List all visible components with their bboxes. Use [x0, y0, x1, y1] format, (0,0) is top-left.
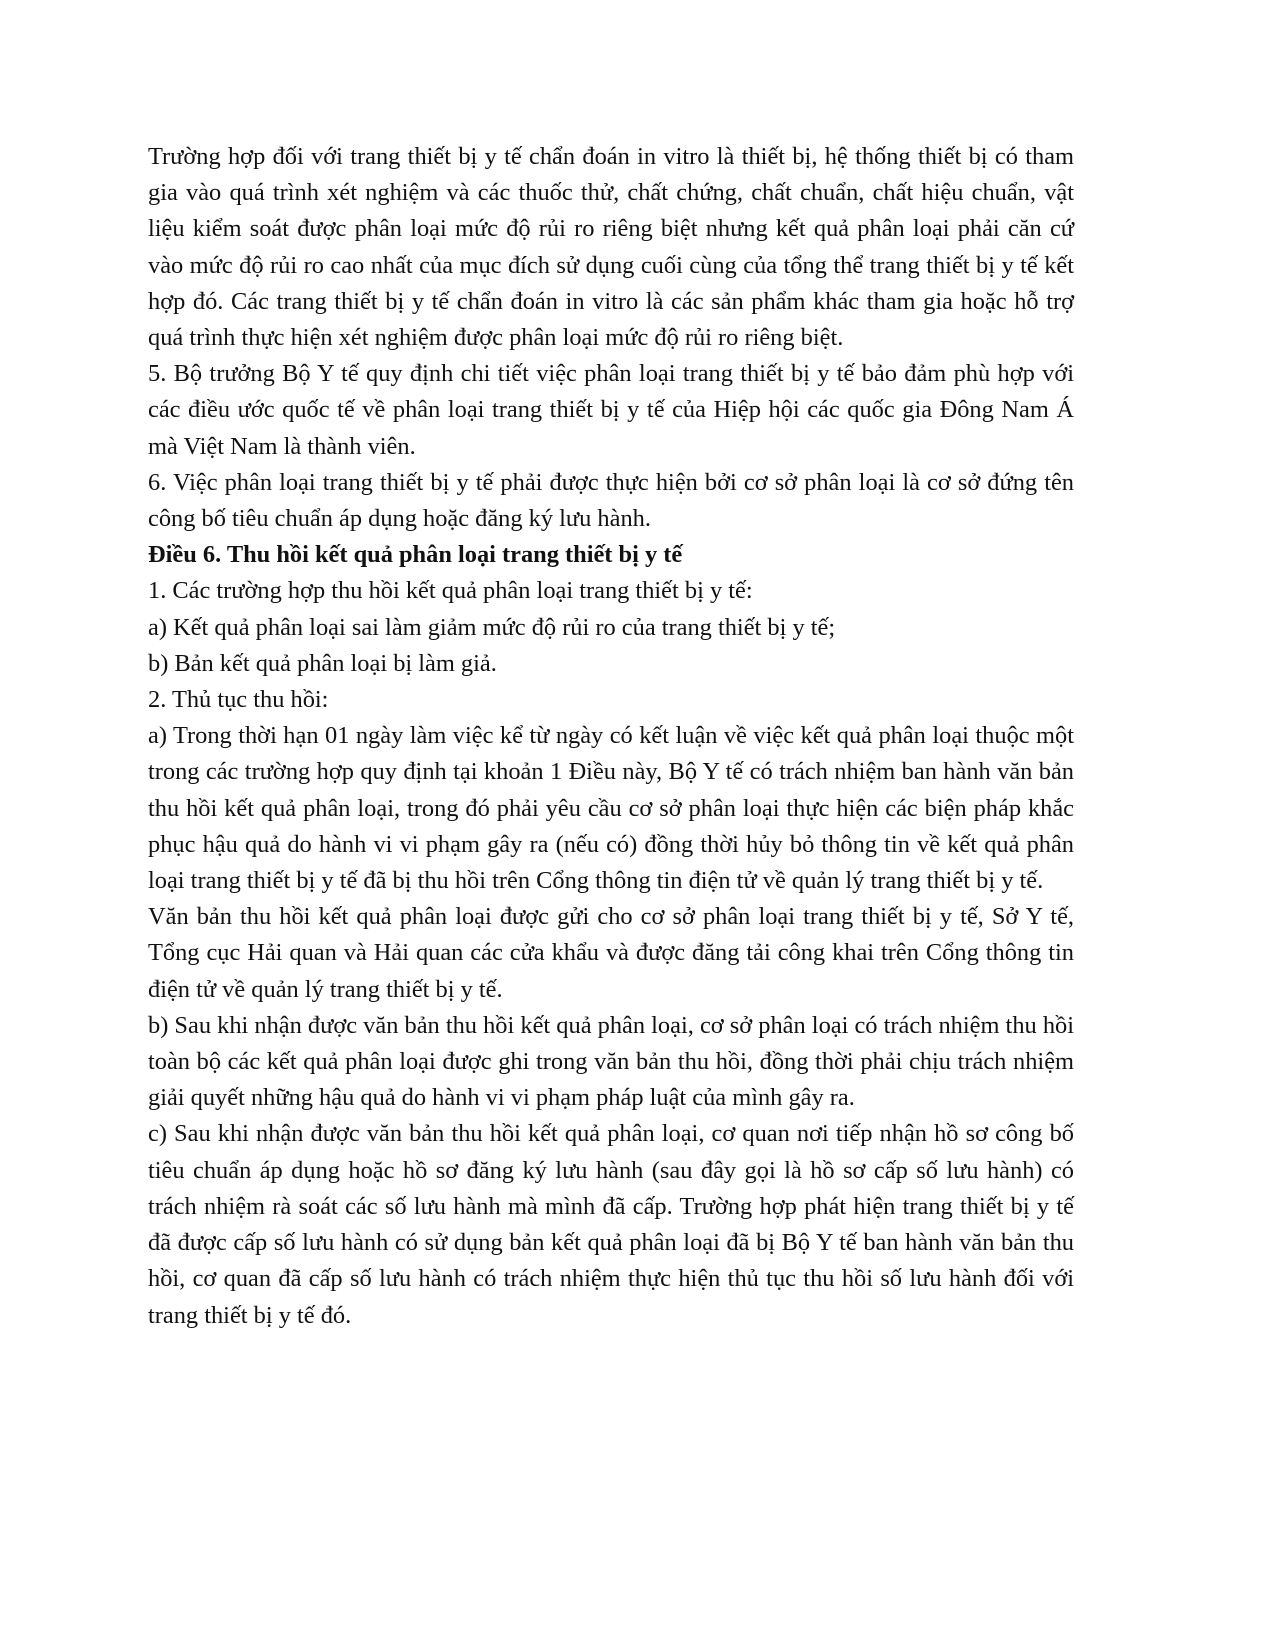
paragraph-item-1b: b) Bản kết quả phân loại bị làm giả.: [148, 649, 497, 677]
paragraph-item-2c: c) Sau khi nhận được văn bản thu hồi kết quả phân loại, cơ quan nơi tiếp nhận hồ sơ công bố tiêu chuẩn áp dụng hoặc hồ sơ đăng ký lưu hành (sau đây gọi là hồ sơ cấp số lưu hành) có trách nhiệm rà soát các số lưu hành mà mình đã cấp. Trường hợp phát hiện trang thiết bị y tế đã được cấp số lưu hành có sử dụng bản kết quả phân loại đã bị Bộ Y tế ban hành văn bản thu hồi, cơ quan đã cấp số lưu hành có trách nhiệm thực hiện thủ tục thu hồi số lưu hành đối với trang thiết bị y tế đó.: [148, 1120, 1074, 1329]
paragraph-ivd-classification: Trường hợp đối với trang thiết bị y tế chẩn đoán in vitro là thiết bị, hệ thống thiết bị có tham gia vào quá trình xét nghiệm và các thuốc thử, chất chứng, chất chuẩn, chất hiệu chuẩn, vật liệu kiểm soát được phân loại mức độ rủi ro riêng biệt nhưng kết quả phân loại phải căn cứ vào mức độ rủi ro cao nhất của mục đích sử dụng cuối cùng của tổng thể trang thiết bị y tế kết hợp đó. Các trang thiết bị y tế chẩn đoán in vitro là các sản phẩm khác tham gia hoặc hỗ trợ quá trình thực hiện xét nghiệm được phân loại mức độ rủi ro riêng biệt.: [148, 143, 1074, 352]
paragraph-recall-distribution: Văn bản thu hồi kết quả phân loại được gửi cho cơ sở phân loại trang thiết bị y tế, Sở Y tế, Tổng cục Hải quan và Hải quan các cửa khẩu và được đăng tải công khai trên Cổng thông tin điện tử về quản lý trang thiết bị y tế.: [148, 903, 1074, 1003]
paragraph-item-2b: b) Sau khi nhận được văn bản thu hồi kết quả phân loại, cơ sở phân loại có trách nhiệm thu hồi toàn bộ các kết quả phân loại được ghi trong văn bản thu hồi, đồng thời phải chịu trách nhiệm giải quyết những hậu quả do hành vi vi phạm pháp luật của mình gây ra.: [148, 1011, 1074, 1112]
paragraph-item-2a: a) Trong thời hạn 01 ngày làm việc kể từ ngày có kết luận về việc kết quả phân loại thuộc một trong các trường hợp quy định tại khoản 1 Điều này, Bộ Y tế có trách nhiệm ban hành văn bản thu hồi kết quả phân loại, trong đó phải yêu cầu cơ sở phân loại thực hiện các biện pháp khắc phục hậu quả do hành vi vi phạm gây ra (nếu có) đồng thời hủy bỏ thông tin về kết quả phân loại trang thiết bị y tế đã bị thu hồi trên Cổng thông tin điện tử về quản lý trang thiết bị y tế.: [148, 722, 1074, 895]
document-page: [148, 139, 1074, 1334]
article-6-heading: Điều 6. Thu hồi kết quả phân loại trang thiết bị y tế: [148, 541, 683, 569]
paragraph-clause-1: 1. Các trường hợp thu hồi kết quả phân loại trang thiết bị y tế:: [148, 577, 753, 605]
paragraph-clause-2: 2. Thủ tục thu hồi:: [148, 686, 329, 714]
paragraph-clause-6: 6. Việc phân loại trang thiết bị y tế phải được thực hiện bởi cơ sở phân loại là cơ sở đứng tên công bố tiêu chuẩn áp dụng hoặc đăng ký lưu hành.: [148, 468, 1074, 533]
paragraph-item-1a: a) Kết quả phân loại sai làm giảm mức độ rủi ro của trang thiết bị y tế;: [148, 613, 836, 641]
paragraph-clause-5: 5. Bộ trưởng Bộ Y tế quy định chi tiết việc phân loại trang thiết bị y tế bảo đảm phù hợp với các điều ước quốc tế về phân loại trang thiết bị y tế của Hiệp hội các quốc gia Đông Nam Á mà Việt Nam là thành viên.: [148, 360, 1074, 460]
